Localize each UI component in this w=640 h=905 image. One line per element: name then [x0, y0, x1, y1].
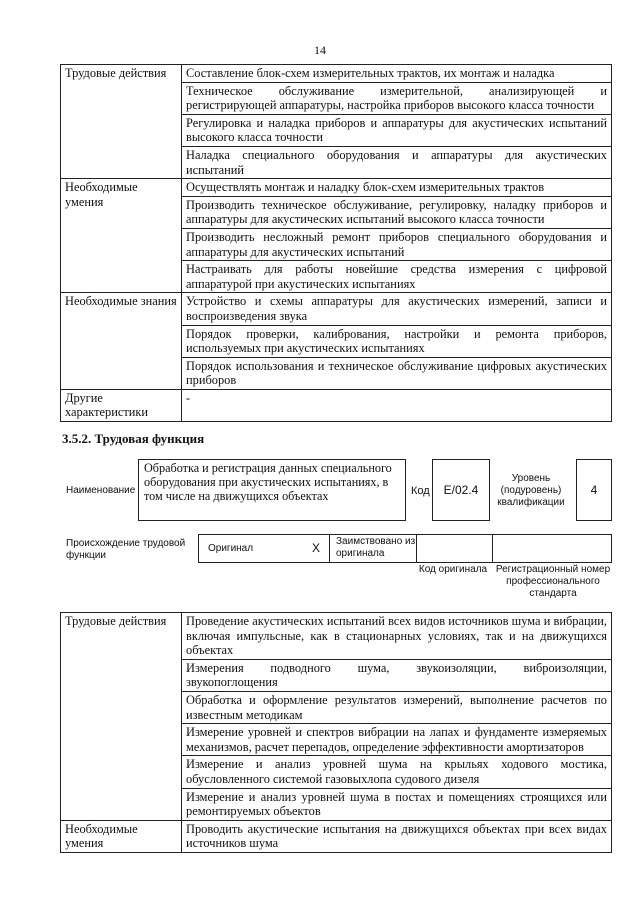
code-value: E/02.4 — [443, 483, 479, 497]
table-row — [61, 179, 612, 197]
code-caption: Код оригинала — [418, 564, 488, 575]
level-value: 4 — [590, 483, 598, 497]
origin-mark: X — [312, 541, 321, 555]
table-row — [61, 65, 612, 83]
row-label: Необходимые умения — [61, 179, 182, 293]
row-label: Трудовые действия — [61, 613, 182, 821]
divider — [416, 535, 417, 562]
table-cell: Порядок использования и техническое обслуживание цифровых акустических приборов — [182, 357, 612, 389]
table-cell: - — [182, 389, 612, 421]
level-label: Уровень (подуровень) квалификации — [497, 473, 565, 508]
table-cell: Измерение и анализ уровней шума на крыльях ходового мостика, обусловленного системой газовыхлопа судового дизеля — [182, 756, 612, 788]
table-cell: Устройство и схемы аппаратуры для акустических измерений, записи и воспроизведения звука — [182, 293, 612, 325]
row-label: Необходимые умения — [61, 820, 182, 852]
level-box — [576, 459, 612, 521]
table-cell: Производить несложный ремонт приборов специального оборудования и аппаратуры для акустических испытаний — [182, 228, 612, 260]
labor-function-table — [60, 612, 612, 853]
page-number: 14 — [314, 43, 326, 57]
origin-borrowed: Заимствовано из оригинала — [336, 536, 416, 559]
table-cell: Порядок проверки, калибрования, настройки и ремонта приборов, используемых при акустических испытаниях — [182, 325, 612, 357]
origin-label: Происхождение трудовой функции — [66, 538, 186, 561]
table-cell: Производить техническое обслуживание, регулировку, наладку приборов и аппаратуры для акустических испытаний высокого класса точности — [182, 196, 612, 228]
table-cell: Настраивать для работы новейшие средства измерения с цифровой аппаратурой при акустических испытаниях — [182, 261, 612, 293]
table-cell: Техническое обслуживание измерительной, анализирующей и регистрирующей аппаратуры, настройка приборов высокого класса точности — [182, 82, 612, 114]
code-box — [432, 459, 490, 521]
table-cell: Наладка специального оборудования и аппаратуры для акустических испытаний — [182, 146, 612, 178]
function-name-box — [138, 459, 406, 521]
function-name: Обработка и регистрация данных специального оборудования при акустических испытаниях, в том числе на движущихся объектах — [144, 461, 392, 504]
row-label: Трудовые действия — [61, 65, 182, 179]
divider — [329, 535, 330, 562]
table-row — [61, 820, 612, 852]
table-cell: Измерения подводного шума, звукоизоляции, виброизоляции, звукопоглощения — [182, 659, 612, 691]
row-label: Необходимые знания — [61, 293, 182, 390]
origin-row — [198, 534, 612, 563]
code-label: Код — [411, 485, 430, 497]
section-title: 3.5.2. Трудовая функция — [62, 431, 205, 446]
table-cell: Измерение уровней и спектров вибрации на лапах и фундаменте измеряемых механизмов, расчет перепадов, определение эффективности амортизаторов — [182, 724, 612, 756]
origin-original: Оригинал — [208, 543, 254, 554]
table-cell: Осуществлять монтаж и наладку блок-схем измерительных трактов — [182, 179, 612, 197]
table-cell: Регулировка и наладка приборов и аппаратуры для акустических испытаний высокого класса точности — [182, 114, 612, 146]
table-cell: Проведение акустических испытаний всех видов источников шума и вибрации, включая импульсные, как в стационарных условиях, так и на движущихся объектах — [182, 613, 612, 660]
table-row — [61, 293, 612, 325]
labor-function-table-continued — [60, 64, 612, 422]
divider — [492, 535, 493, 562]
table-row — [61, 613, 612, 660]
table-cell: Проводить акустические испытания на движущихся объектах при всех видах источников шума — [182, 820, 612, 852]
reg-caption: Регистрационный номер профессионального стандарта — [495, 564, 611, 599]
table-cell: Обработка и оформление результатов измерений, выполнение расчетов по известным методикам — [182, 691, 612, 723]
row-label: Другие характеристики — [61, 389, 182, 421]
table-cell: Составление блок-схем измерительных трактов, их монтаж и наладка — [182, 65, 612, 83]
name-label: Наименование — [66, 485, 136, 496]
table-row — [61, 389, 612, 421]
table-cell: Измерение и анализ уровней шума в постах и помещениях строящихся или ремонтируемых объектов — [182, 788, 612, 820]
